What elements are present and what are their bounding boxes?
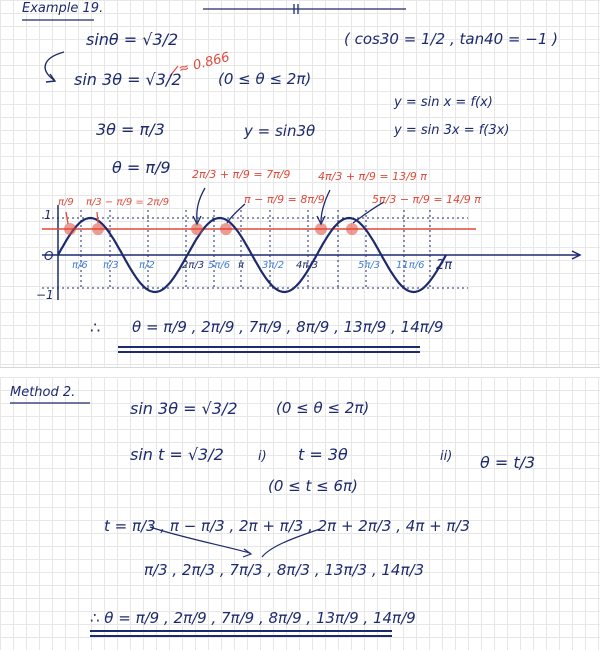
method-eq-sin-t: sin t = √3/2 bbox=[130, 445, 224, 464]
axis-label-one: 1 bbox=[44, 208, 52, 222]
tick-pi-3: π/3 bbox=[103, 260, 119, 271]
annotation-2pi-9: π/3 − π/9 = 2π/9 bbox=[86, 197, 170, 208]
method-eq-sin-3theta: sin 3θ = √3/2 bbox=[130, 399, 238, 418]
note-values: ( cos30 = 1/2 , tan40 = −1 ) bbox=[344, 30, 558, 48]
tick-5pi-3: 5π/3 bbox=[358, 260, 381, 271]
equation-theta: θ = π/9 bbox=[112, 158, 171, 177]
equation-sin-theta: sinθ = √3/2 bbox=[86, 30, 179, 49]
theta-definition: θ = t/3 bbox=[480, 453, 536, 472]
tick-3pi-2: 3π/2 bbox=[262, 260, 285, 271]
graph-label: y = sin3θ bbox=[244, 122, 316, 140]
tick-pi-6: π/6 bbox=[72, 260, 88, 271]
function-fx: y = sin x = f(x) bbox=[394, 95, 493, 110]
annotation-7pi-9: 2π/3 + π/9 = 7π/9 bbox=[192, 168, 291, 181]
tick-pi: π bbox=[238, 260, 245, 271]
t-solutions-simplified: π/3 , 2π/3 , 7π/3 , 8π/3 , 13π/3 , 14π/3 bbox=[144, 561, 425, 579]
tick-11pi-6: 11π/6 bbox=[396, 260, 425, 271]
answer-line: θ = π/9 , 2π/9 , 7π/9 , 8π/9 , 13π/9 , 14π/9 bbox=[132, 318, 444, 336]
tick-4pi-3: 4π/3 bbox=[296, 260, 319, 271]
tick-2pi-3: 2π/3 bbox=[182, 260, 205, 271]
answer-prefix: ∴ bbox=[90, 318, 101, 337]
domain-theta: (0 ≤ θ ≤ 2π) bbox=[218, 70, 312, 88]
annotation-8pi-9: π − π/9 = 8π/9 bbox=[244, 193, 325, 206]
annotation-14pi-9: 5π/3 − π/9 = 14/9 π bbox=[372, 193, 481, 206]
curve-arrow bbox=[45, 52, 64, 80]
axis-label-2pi: 2π bbox=[436, 258, 453, 273]
tick-5pi-6: 5π/6 bbox=[208, 260, 231, 271]
axis-label-minus-one: −1 bbox=[36, 288, 54, 302]
tick-pi-2: π/2 bbox=[139, 260, 155, 271]
annotation-pi-9: π/9 bbox=[58, 197, 74, 208]
step-ii-label: ii) bbox=[440, 449, 453, 464]
method-domain: (0 ≤ θ ≤ 2π) bbox=[276, 399, 370, 417]
example-title: Example 19. bbox=[22, 1, 104, 16]
t-definition: t = 3θ bbox=[298, 445, 348, 464]
approx-value: ≈ 0.866 bbox=[176, 49, 232, 78]
t-solutions: t = π/3 , π − π/3 , 2π + π/3 , 2π + 2π/3 , 4π + π/3 bbox=[104, 517, 471, 535]
step-i-label: i) bbox=[258, 449, 267, 464]
axis-label-origin: O bbox=[44, 249, 54, 263]
method-answer: ∴ θ = π/9 , 2π/9 , 7π/9 , 8π/9 , 13π/9 , 14π/9 bbox=[90, 609, 416, 627]
function-f3x: y = sin 3x = f(3x) bbox=[394, 123, 510, 138]
method-2-page bbox=[0, 377, 600, 650]
annotation-13pi-9: 4π/3 + π/9 = 13/9 π bbox=[318, 170, 427, 183]
method-title: Method 2. bbox=[10, 385, 76, 400]
t-domain: (0 ≤ t ≤ 6π) bbox=[268, 477, 358, 495]
equation-sin-3theta: sin 3θ = √3/2 bbox=[74, 70, 182, 89]
equation-3theta: 3θ = π/3 bbox=[96, 120, 165, 139]
